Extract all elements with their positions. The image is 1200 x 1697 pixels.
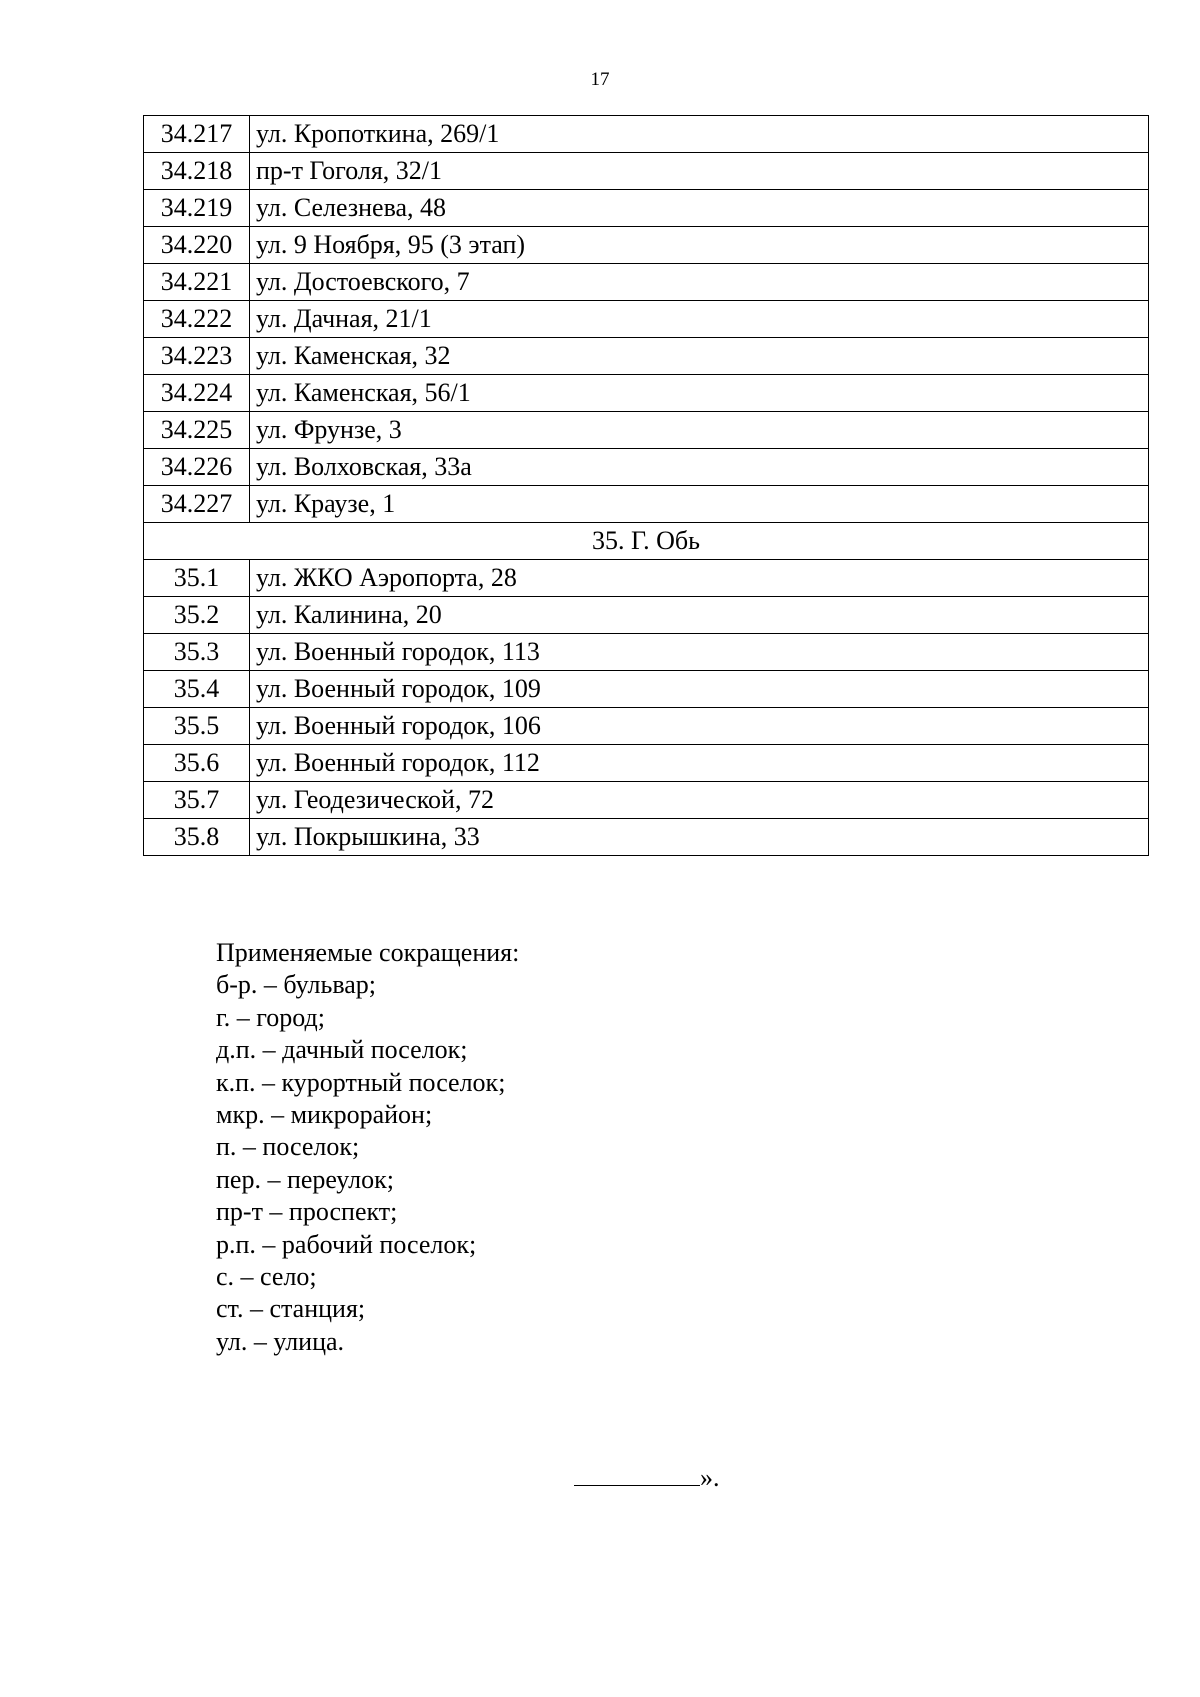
row-number: 34.220	[144, 227, 250, 264]
table-row	[144, 597, 1149, 634]
row-address: ул. Геодезической, 72	[250, 782, 1149, 819]
row-number: 35.7	[144, 782, 250, 819]
table-row	[144, 227, 1149, 264]
abbreviation-item: пр-т – проспект;	[216, 1197, 398, 1227]
abbreviation-item: к.п. – курортный поселок;	[216, 1067, 506, 1097]
table-row	[144, 412, 1149, 449]
table-row	[144, 782, 1149, 819]
table-row	[144, 634, 1149, 671]
row-number: 34.219	[144, 190, 250, 227]
abbreviation-item: д.п. – дачный поселок;	[216, 1035, 468, 1065]
address-table	[143, 115, 1149, 856]
row-number: 34.226	[144, 449, 250, 486]
row-address: ул. Селезнева, 48	[250, 190, 1149, 227]
row-address: ул. ЖКО Аэропорта, 28	[250, 560, 1149, 597]
row-number: 35.1	[144, 560, 250, 597]
row-number: 35.6	[144, 745, 250, 782]
abbreviation-item: ул. – улица.	[216, 1326, 345, 1356]
row-number: 34.227	[144, 486, 250, 523]
table-row	[144, 264, 1149, 301]
row-address: ул. Достоевского, 7	[250, 264, 1149, 301]
closing-quote: ».	[700, 1463, 720, 1492]
abbreviation-item: ст. – станция;	[216, 1294, 366, 1324]
abbreviation-item: б-р. – бульвар;	[216, 970, 377, 1000]
page-number: 17	[590, 69, 610, 90]
row-number: 35.8	[144, 819, 250, 856]
row-address: ул. Военный городок, 113	[250, 634, 1149, 671]
row-address: ул. Краузе, 1	[250, 486, 1149, 523]
table-row	[144, 745, 1149, 782]
table-row	[144, 486, 1149, 523]
table-row	[144, 375, 1149, 412]
abbreviations-heading: Применяемые сокращения:	[216, 938, 520, 967]
row-number: 34.218	[144, 153, 250, 190]
row-address: пр-т Гоголя, 32/1	[250, 153, 1149, 190]
row-address: ул. Каменская, 32	[250, 338, 1149, 375]
row-number: 34.221	[144, 264, 250, 301]
row-number: 35.5	[144, 708, 250, 745]
row-address: ул. Дачная, 21/1	[250, 301, 1149, 338]
table-body	[144, 116, 1149, 856]
section-header-row	[144, 523, 1149, 560]
closing-underline	[574, 1459, 700, 1486]
table-row	[144, 819, 1149, 856]
section-header: 35. Г. Обь	[144, 523, 1149, 560]
row-address: ул. Военный городок, 109	[250, 671, 1149, 708]
table-row	[144, 116, 1149, 153]
abbreviation-item: п. – поселок;	[216, 1132, 360, 1162]
abbreviations-block	[216, 937, 519, 1358]
abbreviation-item: мкр. – микрорайон;	[216, 1100, 433, 1130]
row-number: 34.222	[144, 301, 250, 338]
table-row	[144, 301, 1149, 338]
row-address: ул. Фрунзе, 3	[250, 412, 1149, 449]
row-number: 34.225	[144, 412, 250, 449]
row-number: 35.4	[144, 671, 250, 708]
row-address: ул. 9 Ноября, 95 (3 этап)	[250, 227, 1149, 264]
row-number: 34.224	[144, 375, 250, 412]
row-number: 35.3	[144, 634, 250, 671]
abbreviation-item: р.п. – рабочий поселок;	[216, 1229, 477, 1259]
closing-mark	[574, 1459, 720, 1494]
row-number: 35.2	[144, 597, 250, 634]
row-address: ул. Военный городок, 106	[250, 708, 1149, 745]
table-row	[144, 153, 1149, 190]
abbreviation-item: г. – город;	[216, 1002, 325, 1032]
table-row	[144, 560, 1149, 597]
abbreviation-item: пер. – переулок;	[216, 1164, 394, 1194]
table-row	[144, 449, 1149, 486]
row-number: 34.223	[144, 338, 250, 375]
row-address: ул. Калинина, 20	[250, 597, 1149, 634]
row-number: 34.217	[144, 116, 250, 153]
abbreviation-item: с. – село;	[216, 1262, 317, 1292]
row-address: ул. Военный городок, 112	[250, 745, 1149, 782]
row-address: ул. Кропоткина, 269/1	[250, 116, 1149, 153]
table-row	[144, 708, 1149, 745]
table-row	[144, 671, 1149, 708]
row-address: ул. Волховская, 33а	[250, 449, 1149, 486]
table-row	[144, 190, 1149, 227]
row-address: ул. Каменская, 56/1	[250, 375, 1149, 412]
row-address: ул. Покрышкина, 33	[250, 819, 1149, 856]
table-row	[144, 338, 1149, 375]
